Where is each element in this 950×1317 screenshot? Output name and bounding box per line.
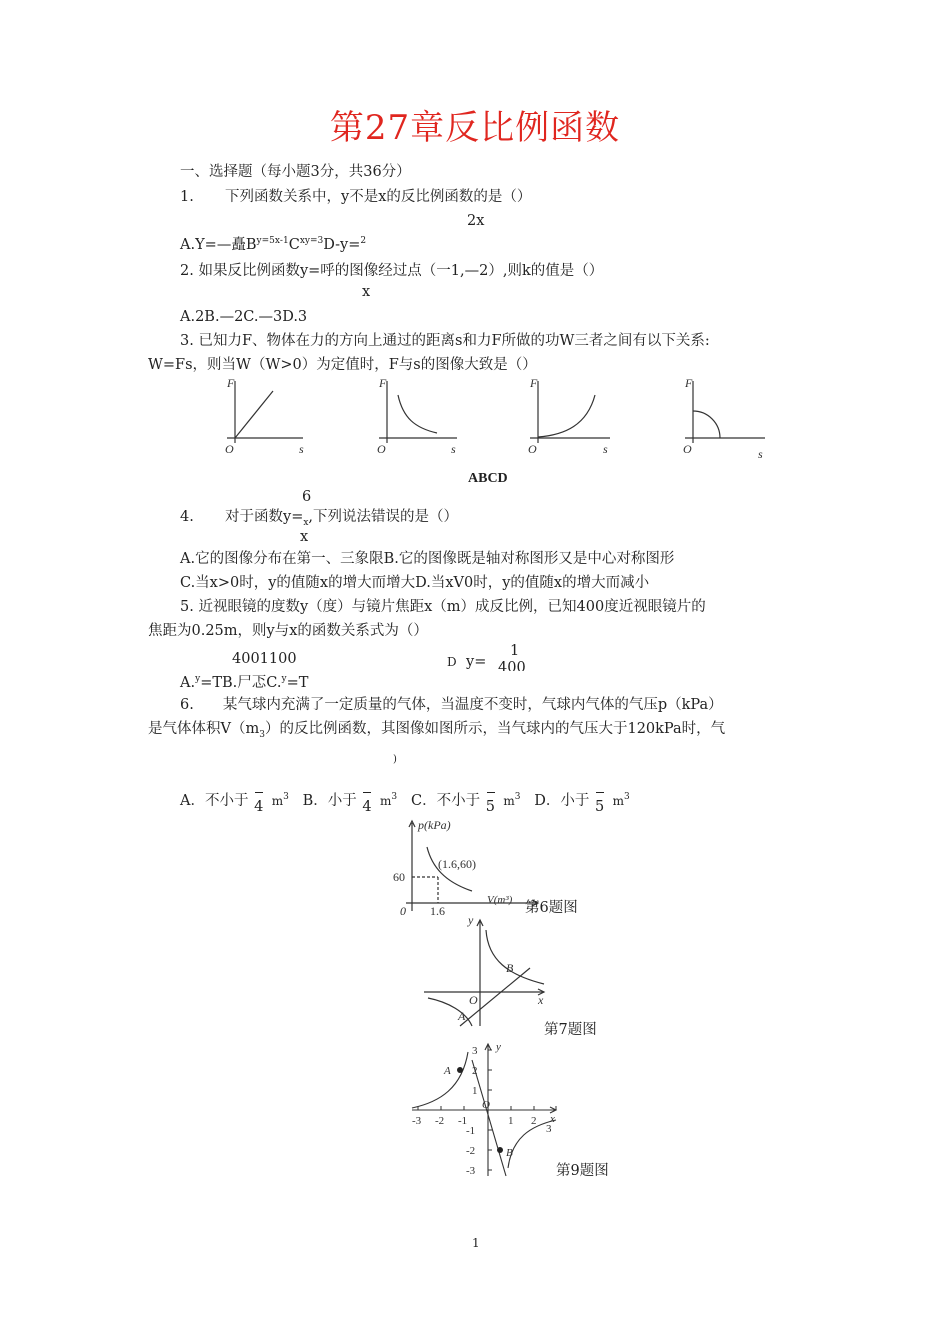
- fig9-xtick: 2: [531, 1115, 537, 1127]
- q6-opt-d-sup: 3: [624, 792, 630, 802]
- q3-graph-a-o: O: [225, 442, 234, 456]
- q5-d-numerator: 1: [510, 643, 520, 659]
- q1-opt-garble: Y=—矗B: [195, 236, 257, 253]
- fig9-xtick: -3: [412, 1115, 422, 1127]
- q6-line1: 6. 某气球内充满了一定质量的气体，当温度不变时，气球内气体的气压p（kPa）: [180, 697, 723, 713]
- q1-sup2: -1: [279, 236, 289, 246]
- q3-graph-c-x: s: [603, 442, 608, 456]
- q6-opt-a-den: 4: [254, 799, 264, 815]
- fig9-ytick: 3: [472, 1045, 478, 1057]
- q6-opt-b-sup: 3: [391, 792, 398, 802]
- q6-line2-sub: 3: [259, 729, 265, 740]
- fig9-ytick: -3: [466, 1165, 476, 1177]
- fig9-point-a-dot: [457, 1067, 463, 1073]
- fig9-ytick: 1: [472, 1085, 478, 1097]
- q3-graph-d-o: O: [683, 442, 692, 456]
- q1-opt-a: A.: [180, 236, 196, 253]
- q6-opt-b-den: 4: [362, 799, 372, 815]
- fig6-y-tick: 60: [393, 870, 405, 884]
- fig6-x-label: V(m³): [487, 894, 513, 906]
- fig6-y-label: p(kPa): [418, 818, 451, 832]
- fig9-origin: O: [482, 1099, 490, 1111]
- fig9-y-label: y: [496, 1041, 501, 1053]
- q3-graph-d-y: F: [685, 376, 693, 390]
- fig7-x-label: x: [538, 993, 544, 1007]
- q6-opt-d-unit: m: [612, 793, 625, 808]
- q3-graph-labels: ABCD: [468, 471, 508, 486]
- fig9-point-a: A: [444, 1065, 451, 1077]
- q6-opt-d-label: D．小于: [534, 792, 590, 809]
- q5-opt-end: =T: [286, 674, 309, 691]
- fig7-point-b: B: [506, 961, 514, 975]
- fig7-graph: [418, 912, 553, 1030]
- q5-d-y: y=: [466, 654, 487, 670]
- q4-stem: [225, 508, 458, 532]
- q3-graph-a-x: s: [299, 442, 304, 456]
- q2-options: A.2B.—2C.—3D.3: [180, 309, 308, 325]
- q6-opt-b-label: B．小于: [302, 792, 357, 809]
- q1-sup3: xy=3: [299, 236, 324, 246]
- q5-options: [180, 670, 308, 692]
- q3-graph-b-y: F: [379, 376, 387, 390]
- q5-line1: 5. 近视眼镜的度数y（度）与镜片焦距x（m）成反比例，已知400度近视眼镜片的: [180, 599, 706, 615]
- q3-graph-c-o: O: [528, 442, 537, 456]
- page-title: 第27章反比例函数: [329, 108, 621, 148]
- q6-opt-c-label: C．不小于: [410, 792, 481, 809]
- q3-graph-c-y: F: [530, 376, 538, 390]
- fig9-caption: 第9题图: [556, 1163, 609, 1179]
- fig7-caption: 第7题图: [544, 1022, 597, 1038]
- q1-fraction-numerator: 2x: [467, 213, 485, 229]
- q6-opt-b-frac: [361, 788, 372, 815]
- fig6-graph: [390, 815, 540, 917]
- q3-graph-b-x: s: [451, 442, 456, 456]
- q4-number: 4.: [180, 509, 194, 525]
- q3-line1: 3. 已知力F、物体在力的方向上通过的距离s和力F所做的功W三者之间有以下关系:: [180, 333, 710, 349]
- fig9-xtick: -1: [458, 1115, 468, 1127]
- q5-d-label: D: [447, 655, 457, 669]
- q1-options: [180, 232, 366, 254]
- fig7-y-label: y: [468, 913, 474, 927]
- q6-line2: [148, 720, 725, 744]
- q6-line2-a: 是气体体积V（m: [148, 721, 260, 737]
- q6-opt-a-label: A．不小于: [180, 792, 249, 809]
- q6-opt-a-unit: m: [271, 793, 284, 808]
- q1-number: 1.: [180, 189, 194, 205]
- fig7-origin: O: [469, 993, 478, 1007]
- section-heading: 一、选择题（每小题3分，共36分）: [180, 164, 411, 180]
- q6-opt-a-sup: 3: [283, 792, 289, 802]
- q1-sup1: y=5x: [256, 236, 280, 246]
- fig9-ytick: -2: [466, 1145, 476, 1157]
- q1-opt-d: D-y=: [323, 236, 361, 253]
- fig9-point-b: B: [506, 1147, 513, 1159]
- fig9-graph: [410, 1040, 560, 1180]
- fig9-xtick: -2: [435, 1115, 445, 1127]
- q6-options: [180, 788, 630, 815]
- fig6-x-tick: 1.6: [430, 904, 445, 917]
- q6-opt-a-frac: [253, 788, 264, 815]
- q4-sub: x: [303, 517, 309, 528]
- q5-d-denominator: 400: [498, 660, 526, 671]
- q1-opt-c: C: [288, 236, 300, 253]
- q4-stem-b: ,下列说法错误的是（）: [308, 509, 459, 525]
- q5-sup2: y: [281, 674, 287, 684]
- q2-stem: 2. 如果反比例函数y=呼的图像经过点（一1,—2）,则k的值是（）: [180, 263, 604, 279]
- q2-denominator: x: [362, 284, 371, 300]
- q6-opt-d-frac: [594, 788, 605, 815]
- q6-opt-c-sup: 3: [514, 792, 521, 802]
- q4-stem-a: 对于函数y=: [225, 509, 304, 525]
- q4-fraction-top: 6: [302, 489, 312, 505]
- q3-graph-d-x: s: [758, 447, 763, 461]
- q1-sup4: 2: [360, 236, 367, 246]
- fig9-point-b-dot: [497, 1147, 503, 1153]
- fig9-x-label: x: [550, 1113, 555, 1125]
- q6-stray-mark: ): [393, 754, 397, 765]
- fig6-caption: 第6题图: [525, 900, 578, 916]
- fig9-xtick: 3: [546, 1123, 552, 1135]
- fig6-origin: 0: [400, 904, 406, 917]
- fig6-point-label: (1.6,60): [438, 857, 476, 871]
- fig9-xtick: 1: [508, 1115, 514, 1127]
- q6-line2-b: ）的反比例函数，其图像如图所示，当气球内的气压大于120kPa时，气: [264, 721, 726, 737]
- fig9-ytick: 2: [472, 1065, 478, 1077]
- q5-sup1: y: [195, 674, 201, 684]
- q4-options-cd: C.当x>0时，y的值随x的增大而增大D.当xV0时，y的值随x的增大而减小: [180, 575, 650, 591]
- q5-opt-mid: =TB.尸忑C.: [200, 674, 282, 691]
- q4-denominator: x: [300, 529, 309, 545]
- q5-line2: 焦距为0.25m，则y与x的函数关系式为（）: [148, 623, 428, 639]
- q5-numbers: 4001100: [232, 651, 297, 667]
- q6-opt-d-den: 5: [595, 799, 605, 815]
- q4-options-ab: A.它的图像分布在第一、三象限B.它的图像既是轴对称图形又是中心对称图形: [180, 551, 675, 567]
- q5-opt-a: A.: [180, 674, 196, 691]
- q6-opt-c-frac: [485, 788, 495, 815]
- page-number: 1: [472, 1236, 480, 1250]
- fig9-ytick: -1: [466, 1125, 476, 1137]
- q3-graphs: [215, 373, 775, 468]
- fig7-point-a: A: [458, 1009, 466, 1023]
- q6-opt-c-den: 5: [485, 799, 495, 815]
- q3-graph-b-o: O: [377, 442, 386, 456]
- q1-stem: 下列函数关系中，y不是x的反比例函数的是（）: [225, 189, 532, 205]
- q3-line2: W=Fs，则当W（W>0）为定值时，F与s的图像大致是（）: [148, 357, 537, 373]
- q3-graph-a-y: F: [227, 376, 235, 390]
- q6-opt-b-unit: m: [380, 793, 392, 808]
- q6-opt-c-unit: m: [503, 793, 515, 808]
